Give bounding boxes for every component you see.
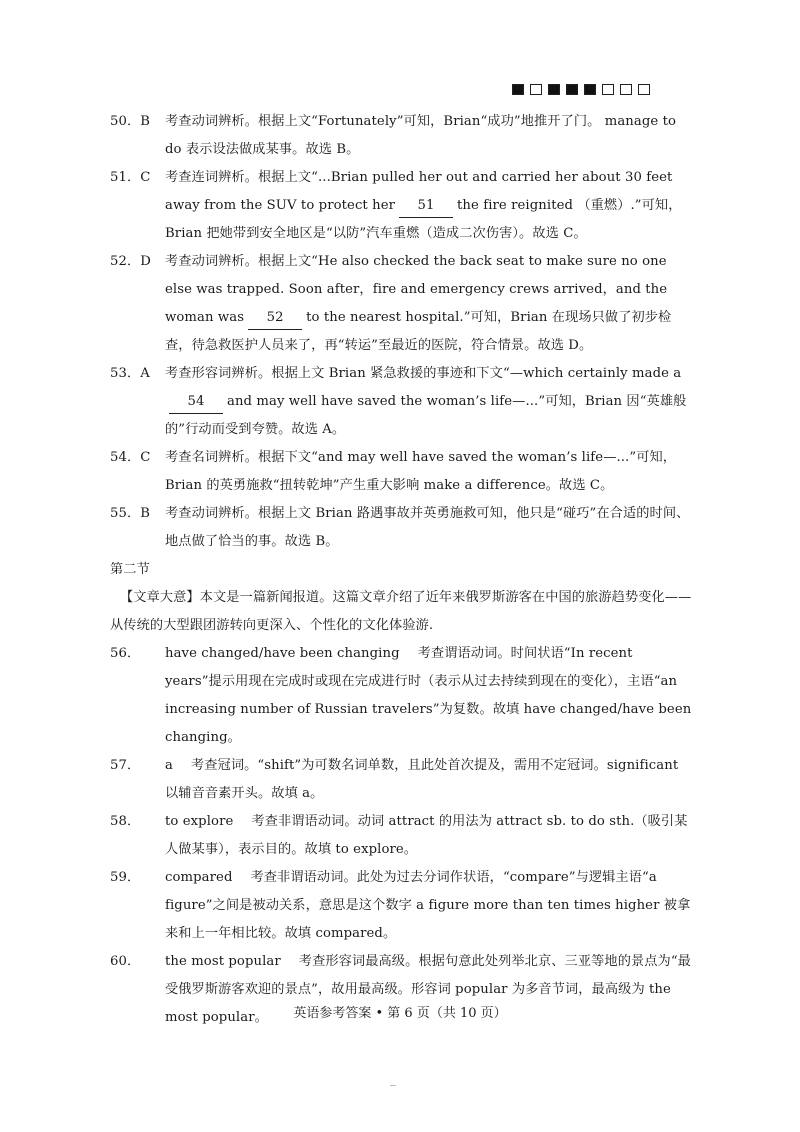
page-footer: 英语参考答案 • 第 6 页（共 10 页） [293, 1006, 507, 1021]
blank-number: 51 [399, 195, 453, 218]
item-number: 58． [110, 814, 141, 829]
answer-item [110, 360, 692, 444]
section-title: 第二节 [110, 562, 150, 577]
answer-item [110, 864, 692, 948]
blank-number: 52 [248, 307, 302, 330]
item-explanation-post: to the nearest hospital.”可知，Brian 在现场只做了初步检查，待急救医护人员来了，再“转运”至最近的医院，符合情景。故选 D。 [165, 310, 672, 353]
progress-mark [512, 84, 524, 95]
answer-item [110, 500, 692, 556]
item-explanation-pre: 考查动词辨析。根据上文“He also checked the back seat to make sure no one else was trapped. Soon after，fire and emergency crews arrived，and the woman was [165, 254, 668, 325]
item-explanation-post: the fire reignited （重燃）.”可知，Brian 把她带到安全地区是“以防”汽车重燃（造成二次伤害）。故选 C。 [165, 198, 682, 241]
progress-mark [602, 84, 614, 95]
item-number: 50．B [110, 114, 151, 129]
item-answer: a [165, 758, 173, 773]
progress-mark [638, 84, 650, 95]
item-explanation-pre: 考查形容词辨析。根据上文 Brian 紧急救援的事迹和下文“—which certainly made a [165, 366, 682, 381]
progress-marks [512, 84, 650, 95]
item-number: 60． [110, 954, 141, 969]
scan-artifact [390, 1085, 396, 1086]
item-number: 51．C [110, 170, 151, 185]
blank-number: 54 [169, 391, 223, 414]
item-explanation: 考查冠词。“shift”为可数名词单数，且此处首次提及，需用不定冠词。significant 以辅音音素开头。故填 a。 [165, 758, 679, 801]
item-number: 57． [110, 758, 141, 773]
item-explanation: 考查动词辨析。根据上文 Brian 路遇事故并英勇施救可知，他只是“碰巧”在合适的时间、地点做了恰当的事。故选 B。 [165, 506, 690, 549]
answer-content [110, 108, 692, 1032]
answer-item [110, 808, 692, 864]
item-number: 56． [110, 646, 141, 661]
item-explanation: 考查非谓语动词。此处为过去分词作状语，“compare”与逻辑主语“a figure”之间是被动关系，意思是这个数字 a figure more than ten times higher 被拿来和上一年相比较。故填 compared。 [165, 870, 691, 941]
item-explanation: 考查名词辨析。根据下文“and may well have saved the woman’s life—...”可知，Brian 的英勇施救“扭转乾坤”产生重大影响 make a difference。故选 C。 [165, 450, 677, 493]
progress-mark [620, 84, 632, 95]
item-answer: have changed/have been changing [165, 646, 400, 661]
item-number: 59． [110, 870, 141, 885]
article-summary [110, 584, 692, 640]
answer-item [110, 752, 692, 808]
progress-mark [530, 84, 542, 95]
progress-mark [584, 84, 596, 95]
progress-mark [566, 84, 578, 95]
answer-item [110, 248, 692, 360]
answer-item [110, 640, 692, 752]
item-number: 54．C [110, 450, 151, 465]
item-explanation: 考查形容词最高级。根据句意此处列举北京、三亚等地的景点为“最受俄罗斯游客欢迎的景点”，故用最高级。形容词 popular 为多音节词，最高级为 the most popular。 [165, 954, 691, 1025]
item-explanation: 考查非谓语动词。动词 attract 的用法为 attract sb. to do sth.（吸引某人做某事），表示目的。故填 to explore。 [165, 814, 688, 857]
item-answer: to explore [165, 814, 234, 829]
item-answer: compared [165, 870, 233, 885]
answer-item [110, 108, 692, 164]
item-explanation: 考查动词辨析。根据上文“Fortunately”可知，Brian“成功”地推开了门。 manage to do 表示设法做成某事。故选 B。 [165, 114, 677, 157]
item-number: 53．A [110, 366, 150, 381]
item-explanation-post: and may well have saved the woman’s life—...”可知，Brian 因“英雄般的”行动而受到夸赞。故选 A。 [165, 394, 687, 437]
item-number: 55．B [110, 506, 151, 521]
item-explanation-pre: 考查连词辨析。根据上文“...Brian pulled her out and carried her about 30 feet away from the SUV to protect her [165, 170, 673, 213]
answer-item [110, 164, 692, 248]
answer-item [110, 444, 692, 500]
progress-mark [548, 84, 560, 95]
item-explanation: 考查谓语动词。时间状语“In recent years”提示用现在完成时或现在完成进行时（表示从过去持续到现在的变化），主语“an increasing number of Russian travelers”为复数。故填 have changed/have been changing。 [165, 646, 692, 745]
item-answer: the most popular [165, 954, 281, 969]
summary-text: 【文章大意】本文是一篇新闻报道。这篇文章介绍了近年来俄罗斯游客在中国的旅游趋势变化——从传统的大型跟团游转向更深入、个性化的文化体验游. [110, 590, 692, 633]
item-number: 52．D [110, 254, 151, 269]
